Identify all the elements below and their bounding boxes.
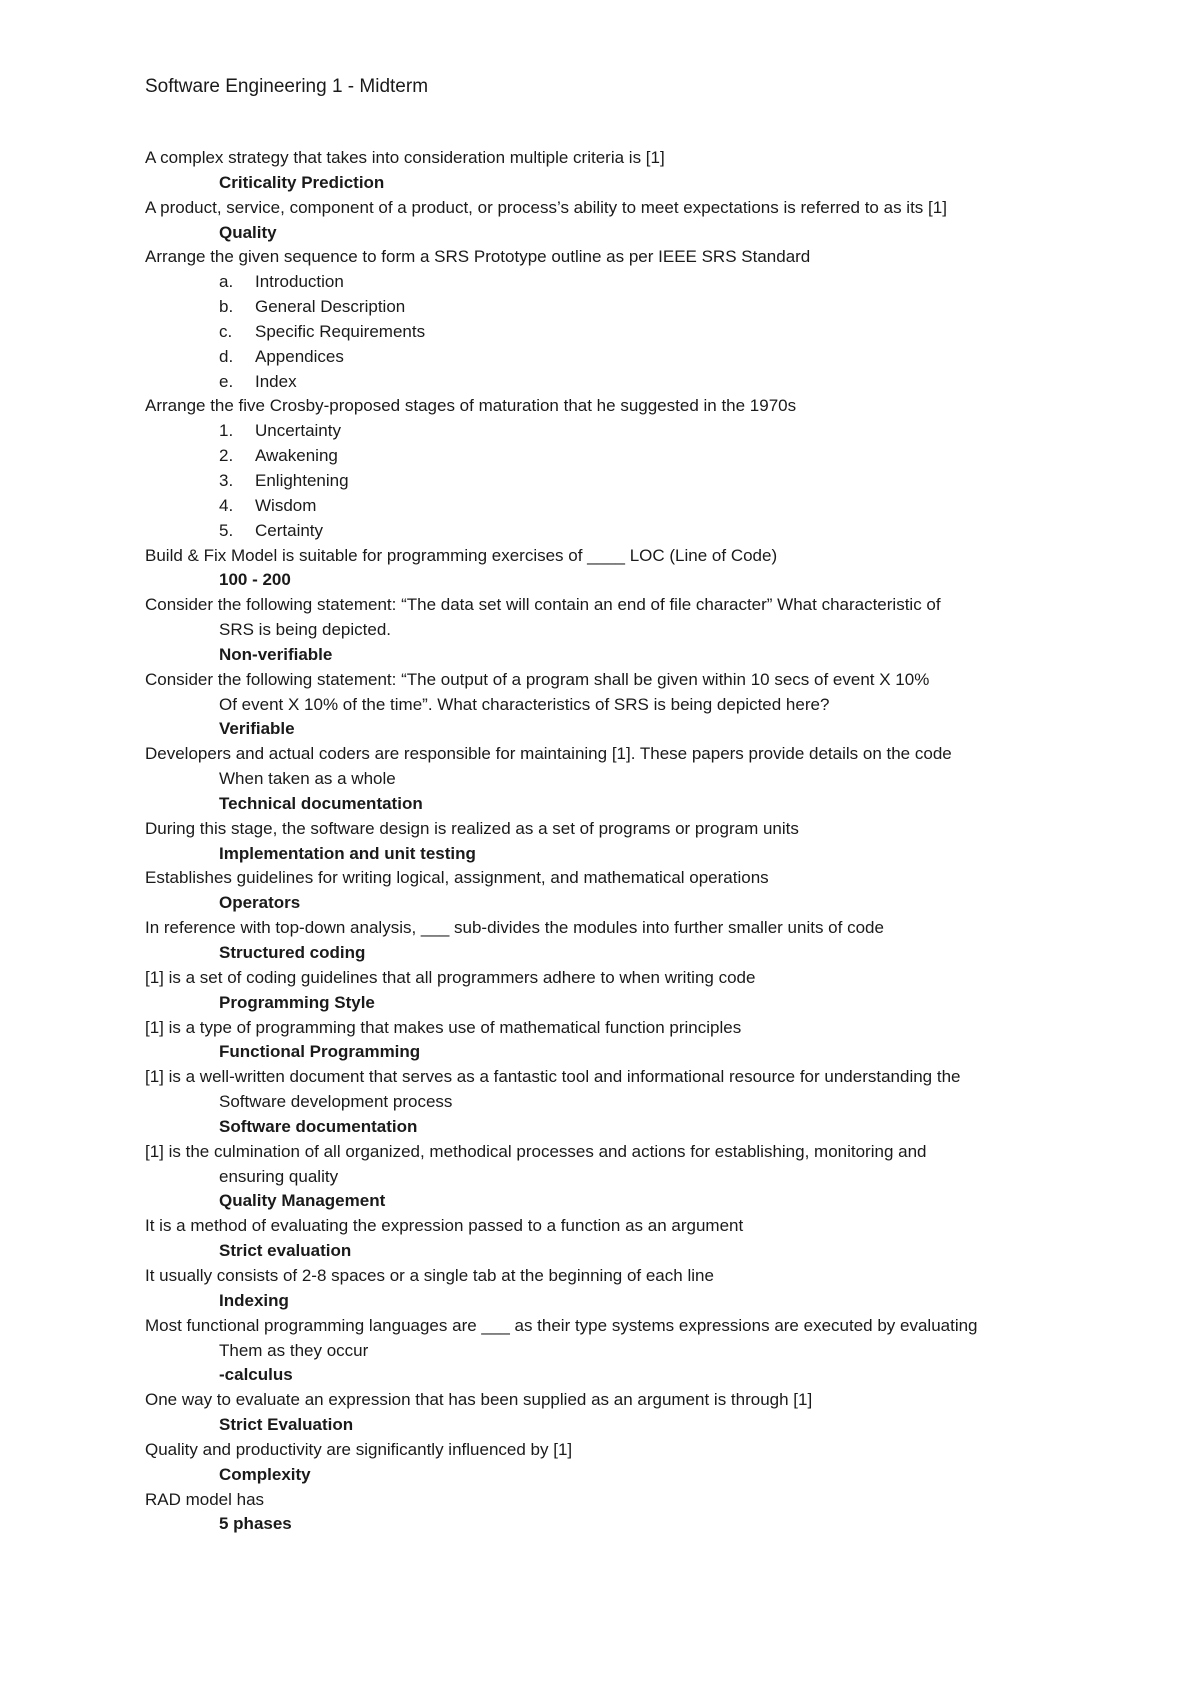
list-item-text: Awakening [255,446,338,466]
answer-text: Functional Programming [219,1042,421,1062]
list-item [145,419,1065,444]
list-item [145,270,1065,295]
list-marker: 3. [219,470,234,490]
question-continuation: When taken as a whole [219,769,396,789]
answer-text: Quality [219,222,277,242]
question-text: [1] is a type of programming that makes use of mathematical function principles [145,1017,742,1037]
qa-list [145,146,1065,1537]
list-item [145,444,1065,469]
list-marker: 1. [219,421,234,441]
answer-text: 100 - 200 [219,570,291,590]
question-text: Consider the following statement: “The data set will contain an end of file character” What characteristic of [145,595,941,615]
list-marker: a. [219,272,234,292]
answer-text: Strict Evaluation [219,1415,354,1435]
answer-text: Indexing [219,1290,289,1310]
question-text: During this stage, the software design is realized as a set of programs or program units [145,818,799,838]
list-marker: e. [219,371,234,391]
question-text: Arrange the five Crosby-proposed stages of maturation that he suggested in the 1970s [145,396,797,416]
question-text: [1] is a set of coding guidelines that all programmers adhere to when writing code [145,967,756,987]
answer-text: Non-verifiable [219,644,333,664]
list-marker: b. [219,297,234,317]
answer-text: Strict evaluation [219,1241,352,1261]
list-item [145,345,1065,370]
answer-text: Complexity [219,1464,311,1484]
list-item [145,519,1065,544]
question-text: [1] is the culmination of all organized, methodical processes and actions for establishing, monitoring and [145,1141,927,1161]
list-marker: 4. [219,495,234,515]
answer-text: Verifiable [219,719,295,739]
question-text: It usually consists of 2-8 spaces or a single tab at the beginning of each line [145,1265,714,1285]
question-text: RAD model has [145,1489,265,1509]
answer-text: 5 phases [219,1514,292,1534]
question-continuation: Software development process [219,1092,453,1112]
question-continuation: Them as they occur [219,1340,369,1360]
list-item [145,295,1065,320]
list-item-text: Appendices [255,346,344,366]
list-item-text: Specific Requirements [255,321,426,341]
question-text: Arrange the given sequence to form a SRS Prototype outline as per IEEE SRS Standard [145,247,811,267]
answer-text: Operators [219,893,301,913]
question-continuation: ensuring quality [219,1166,339,1186]
question-text: Developers and actual coders are responsible for maintaining [1]. These papers provide details on the code [145,744,952,764]
list-item-text: Wisdom [255,495,317,515]
question-text: It is a method of evaluating the expression passed to a function as an argument [145,1216,744,1236]
list-marker: c. [219,321,233,341]
question-continuation: Of event X 10% of the time”. What characteristics of SRS is being depicted here? [219,694,830,714]
list-item-text: Uncertainty [255,421,341,441]
question-text: Establishes guidelines for writing logical, assignment, and mathematical operations [145,868,769,888]
answer-text: Structured coding [219,943,366,962]
question-text: In reference with top-down analysis, ___ sub-divides the modules into further smaller units of code [145,918,884,938]
list-marker: 5. [219,520,234,540]
list-item-text: Index [255,371,297,391]
answer-text: Criticality Prediction [219,172,385,192]
answer-text: Software documentation [219,1116,418,1136]
list-marker: 2. [219,446,234,466]
answer-text: Implementation and unit testing [219,843,476,863]
answer-text: Programming Style [219,992,375,1012]
question-text: One way to evaluate an expression that has been supplied as an argument is through [1] [145,1390,813,1410]
question-text: Most functional programming languages are ___ as their type systems expressions are executed by evaluating [145,1315,978,1335]
list-marker: d. [219,346,234,366]
question-text: Build & Fix Model is suitable for programming exercises of ____ LOC (Line of Code) [145,545,778,565]
question-text: A product, service, component of a product, or process’s ability to meet expectations is referred to as its [1] [145,197,947,217]
answer-text: -calculus [219,1365,293,1385]
document-title: Software Engineering 1 - Midterm [145,76,429,97]
question-text: A complex strategy that takes into consideration multiple criteria is [1] [145,148,665,167]
question-text: [1] is a well-written document that serves as a fantastic tool and informational resource for understanding the [145,1067,961,1087]
list-item [145,469,1065,494]
list-item-text: Certainty [255,520,324,540]
list-item-text: Introduction [255,272,344,292]
list-item [145,320,1065,345]
answer-text: Technical documentation [219,793,423,813]
list-item-text: Enlightening [255,470,349,490]
list-item [145,494,1065,519]
question-continuation: SRS is being depicted. [219,620,391,640]
question-text: Consider the following statement: “The output of a program shall be given within 10 secs of event X 10% [145,669,930,689]
question-text: Quality and productivity are significantly influenced by [1] [145,1439,573,1459]
list-item [145,370,1065,395]
answer-text: Quality Management [219,1191,386,1211]
list-item-text: General Description [255,297,406,317]
